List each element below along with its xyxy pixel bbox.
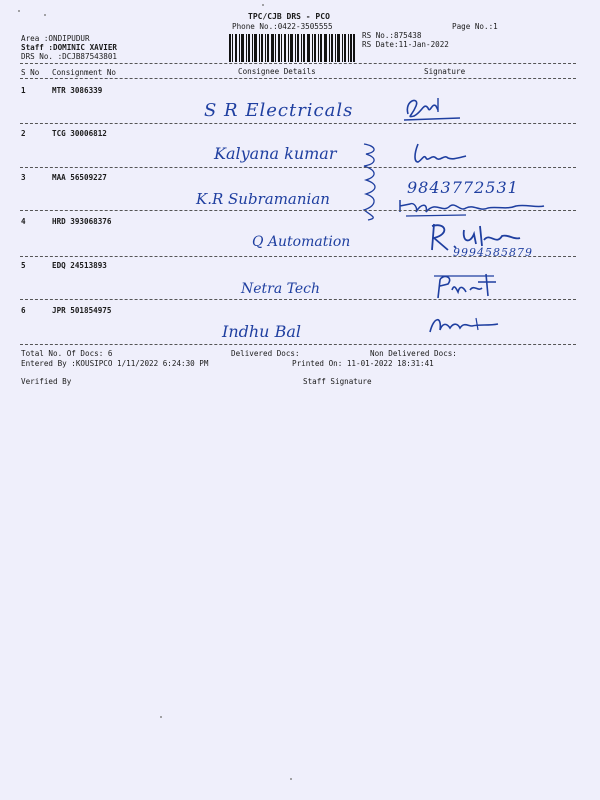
drs-number: DRS No. :DCJB87543801 [21,52,118,61]
row-consignment: TCG 30006812 [52,129,107,138]
consignee-handwritten: Indhu Bal [222,322,301,341]
signature-scrawl [426,312,502,336]
consignee-handwritten: S R Electricals [204,100,354,121]
divider [20,256,576,257]
row-consignment: MAA 56509227 [52,173,107,182]
area-label: Area :ONDIPUDUR [21,34,90,43]
divider [20,123,576,124]
phone-handwritten: 9994585879 [453,246,533,259]
col-signature: Signature [424,67,466,76]
signature-scrawl [402,92,466,124]
staff-signature: Staff Signature [303,377,372,386]
divider [20,167,576,168]
consignee-handwritten: Q Automation [252,234,351,250]
col-consignee: Consignee Details [238,67,316,76]
scan-speck [160,716,162,718]
col-consignment: Consignment No [52,68,117,77]
staff-label: Staff :DOMINIC XAVIER [21,43,118,52]
verified-by: Verified By [21,377,72,386]
row-sno: 5 [21,261,26,270]
signature-scrawl [396,196,550,218]
divider [20,78,576,79]
sheet-title: TPC/CJB DRS - PCO [248,12,330,21]
divider [20,299,576,300]
barcode [229,34,355,62]
non-delivered-docs: Non Delivered Docs: [370,349,457,358]
row-consignment: JPR 501854975 [52,306,112,315]
phone-handwritten: 9843772531 [407,178,519,197]
printed-on: Printed On: 11-01-2022 18:31:41 [292,359,434,368]
divider [20,344,576,345]
delivered-docs: Delivered Docs: [231,349,300,358]
page-number: Page No.:1 [452,22,498,31]
phone-number: Phone No.:0422-3505555 [232,22,333,31]
scan-speck [290,778,292,780]
scan-speck [44,14,46,16]
row-sno: 3 [21,173,26,182]
row-consignment: MTR 3086339 [52,86,103,95]
divider [20,63,576,64]
row-sno: 1 [21,86,26,95]
scan-speck [262,4,264,6]
col-sno: S No [21,68,40,77]
rs-date: RS Date:11-Jan-2022 [362,40,449,49]
total-docs: Total No. Of Docs: 6 [21,349,113,358]
row-sno: 4 [21,217,26,226]
consignee-handwritten: Kalyana kumar [214,144,337,163]
divider [20,210,576,211]
rs-number: RS No.:875438 [362,31,422,40]
row-consignment: HRD 393068376 [52,217,112,226]
row-consignment: EDQ 24513893 [52,261,107,270]
consignee-handwritten: K.R Subramanian [196,190,330,208]
signature-scrawl [430,270,500,302]
signature-scrawl [408,140,472,168]
row-sno: 6 [21,306,26,315]
scan-speck [18,10,20,12]
row-sno: 2 [21,129,26,138]
consignee-handwritten: Netra Tech [241,281,321,297]
entered-by: Entered By :KOUSIPCO 1/11/2022 6:24:30 PM [21,359,209,368]
